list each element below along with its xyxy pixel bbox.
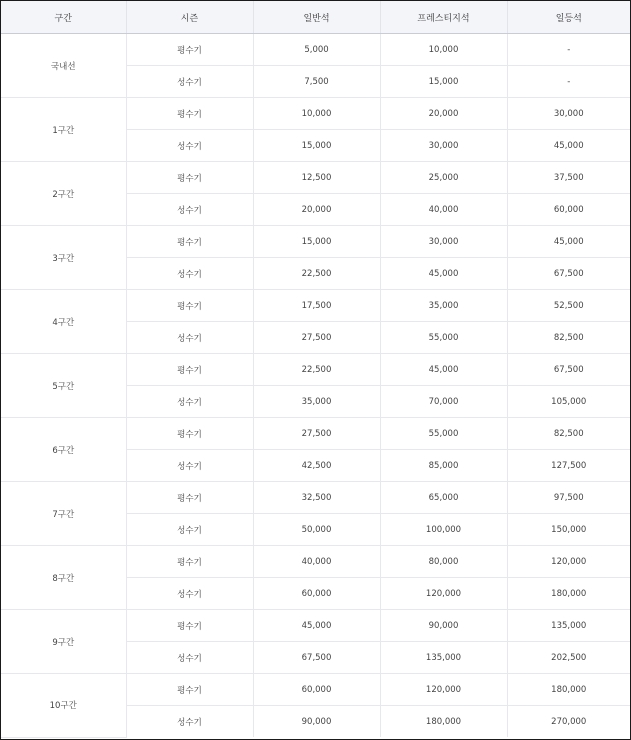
economy-cell: 22,500 [253,354,380,386]
economy-cell: 45,000 [253,610,380,642]
season-cell: 성수기 [126,386,253,418]
first-cell: 67,500 [507,258,630,290]
first-cell: 270,000 [507,706,630,738]
first-cell: - [507,66,630,98]
first-cell: 67,500 [507,354,630,386]
table-row [1,674,630,706]
first-cell: 135,000 [507,610,630,642]
first-cell: 60,000 [507,194,630,226]
zone-cell: 6구간 [1,418,126,482]
economy-cell: 60,000 [253,674,380,706]
prestige-cell: 30,000 [380,130,507,162]
first-cell: 30,000 [507,98,630,130]
table-row [1,34,630,66]
economy-cell: 50,000 [253,514,380,546]
table-row [1,482,630,514]
prestige-cell: 25,000 [380,162,507,194]
table-header-row [1,1,630,34]
table-row [1,354,630,386]
economy-cell: 35,000 [253,386,380,418]
prestige-cell: 30,000 [380,226,507,258]
table-row [1,546,630,578]
economy-cell: 40,000 [253,546,380,578]
season-cell: 평수기 [126,546,253,578]
season-cell: 평수기 [126,34,253,66]
first-cell: 52,500 [507,290,630,322]
first-cell: 120,000 [507,546,630,578]
season-cell: 성수기 [126,194,253,226]
season-cell: 성수기 [126,706,253,738]
first-cell: 105,000 [507,386,630,418]
season-cell: 성수기 [126,130,253,162]
zone-cell: 1구간 [1,98,126,162]
first-cell: 180,000 [507,674,630,706]
first-cell: 150,000 [507,514,630,546]
prestige-cell: 65,000 [380,482,507,514]
zone-cell: 10구간 [1,674,126,738]
table-body [1,34,630,738]
season-cell: 성수기 [126,450,253,482]
prestige-cell: 85,000 [380,450,507,482]
season-cell: 평수기 [126,418,253,450]
first-cell: 82,500 [507,322,630,354]
season-cell: 성수기 [126,514,253,546]
season-cell: 평수기 [126,98,253,130]
zone-cell: 5구간 [1,354,126,418]
table-row [1,226,630,258]
header-economy: 일반석 [253,1,380,34]
first-cell: 82,500 [507,418,630,450]
zone-cell: 9구간 [1,610,126,674]
first-cell: 37,500 [507,162,630,194]
zone-cell: 8구간 [1,546,126,610]
season-cell: 성수기 [126,642,253,674]
economy-cell: 17,500 [253,290,380,322]
economy-cell: 27,500 [253,418,380,450]
first-cell: 45,000 [507,226,630,258]
prestige-cell: 90,000 [380,610,507,642]
season-cell: 평수기 [126,674,253,706]
table-row [1,290,630,322]
first-cell: 127,500 [507,450,630,482]
prestige-cell: 100,000 [380,514,507,546]
prestige-cell: 55,000 [380,322,507,354]
zone-cell: 2구간 [1,162,126,226]
prestige-cell: 120,000 [380,578,507,610]
prestige-cell: 120,000 [380,674,507,706]
table-row [1,418,630,450]
economy-cell: 27,500 [253,322,380,354]
prestige-cell: 35,000 [380,290,507,322]
economy-cell: 22,500 [253,258,380,290]
season-cell: 평수기 [126,610,253,642]
zone-cell: 4구간 [1,290,126,354]
economy-cell: 12,500 [253,162,380,194]
table-row [1,98,630,130]
economy-cell: 20,000 [253,194,380,226]
season-cell: 평수기 [126,290,253,322]
economy-cell: 7,500 [253,66,380,98]
prestige-cell: 15,000 [380,66,507,98]
prestige-cell: 135,000 [380,642,507,674]
zone-cell: 3구간 [1,226,126,290]
zone-cell: 국내선 [1,34,126,98]
economy-cell: 60,000 [253,578,380,610]
economy-cell: 32,500 [253,482,380,514]
season-cell: 성수기 [126,322,253,354]
table-row [1,162,630,194]
economy-cell: 90,000 [253,706,380,738]
economy-cell: 10,000 [253,98,380,130]
prestige-cell: 55,000 [380,418,507,450]
economy-cell: 15,000 [253,226,380,258]
mileage-award-table [1,1,630,738]
first-cell: 202,500 [507,642,630,674]
economy-cell: 42,500 [253,450,380,482]
header-zone: 구간 [1,1,126,34]
header-first: 일등석 [507,1,630,34]
season-cell: 성수기 [126,66,253,98]
season-cell: 평수기 [126,162,253,194]
season-cell: 성수기 [126,578,253,610]
economy-cell: 15,000 [253,130,380,162]
prestige-cell: 45,000 [380,354,507,386]
season-cell: 평수기 [126,354,253,386]
first-cell: 180,000 [507,578,630,610]
economy-cell: 67,500 [253,642,380,674]
header-season: 시즌 [126,1,253,34]
first-cell: 97,500 [507,482,630,514]
season-cell: 성수기 [126,258,253,290]
first-cell: - [507,34,630,66]
prestige-cell: 180,000 [380,706,507,738]
prestige-cell: 20,000 [380,98,507,130]
prestige-cell: 40,000 [380,194,507,226]
zone-cell: 7구간 [1,482,126,546]
season-cell: 평수기 [126,226,253,258]
prestige-cell: 10,000 [380,34,507,66]
season-cell: 평수기 [126,482,253,514]
prestige-cell: 80,000 [380,546,507,578]
prestige-cell: 45,000 [380,258,507,290]
header-prestige: 프레스티지석 [380,1,507,34]
economy-cell: 5,000 [253,34,380,66]
table-row [1,610,630,642]
prestige-cell: 70,000 [380,386,507,418]
first-cell: 45,000 [507,130,630,162]
